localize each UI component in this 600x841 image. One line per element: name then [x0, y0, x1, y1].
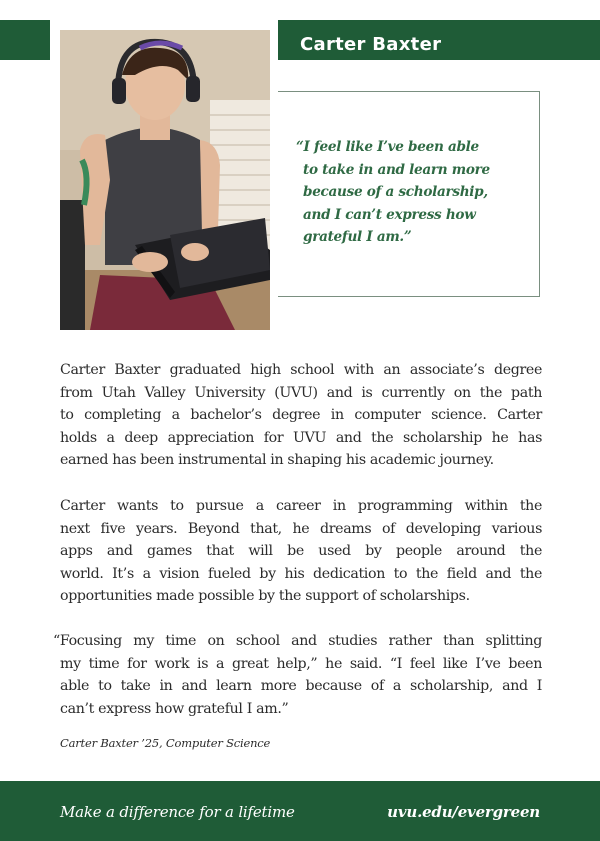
body-paragraph-2 [60, 495, 542, 608]
paragraph-line: Carter wants to pursue a career in programming within the [60, 498, 542, 514]
page-title: Carter Baxter [300, 34, 442, 55]
paragraph-line: apps and games that will be used by people around the [60, 543, 542, 560]
pull-quote-line: to take in and learn more [303, 161, 490, 178]
pull-quote-line: and I can’t express how [303, 206, 476, 223]
student-photo [60, 30, 270, 330]
body-paragraph-1 [60, 359, 542, 472]
paragraph-line: next five years. Beyond that, he dreams of developing various [60, 520, 542, 537]
body-paragraph-3 [53, 630, 542, 720]
paragraph-line: to completing a bachelor’s degree in computer science. Carter [60, 407, 542, 424]
pull-quote [296, 136, 536, 249]
student-portrait-photo-icon [60, 30, 270, 330]
paragraph-line: “Focusing my time on school and studies rather than splitting [53, 633, 542, 649]
paragraph-line: my time for work is a great help,” he said. “I feel like I’ve been [60, 655, 542, 672]
paragraph-line: holds a deep appreciation for UVU and the scholarship he has [60, 429, 542, 446]
quote-attribution: Carter Baxter ’25, Computer Science [60, 736, 271, 750]
paragraph-line: from Utah Valley University (UVU) and is currently on the path [60, 384, 542, 401]
paragraph-line: Carter Baxter graduated high school with an associate’s degree [60, 362, 542, 378]
paragraph-line: opportunities made possible by the support of scholarships. [60, 588, 470, 605]
pull-quote-line: because of a scholarship, [303, 184, 488, 200]
paragraph-line: world. It’s a vision fueled by his dedication to the field and the [60, 565, 542, 582]
pull-quote-line: grateful I am.” [303, 229, 412, 245]
paragraph-line: able to take in and learn more because of a scholarship, and I [60, 678, 542, 695]
pull-quote-line: “I feel like I’ve been able [296, 139, 479, 155]
footer-tagline: Make a difference for a lifetime [60, 803, 295, 821]
paragraph-line: can’t express how grateful I am.” [60, 700, 289, 717]
paragraph-line: earned has been instrumental in shaping his academic journey. [60, 452, 494, 469]
footer-url-link[interactable]: uvu.edu/evergreen [387, 803, 540, 821]
